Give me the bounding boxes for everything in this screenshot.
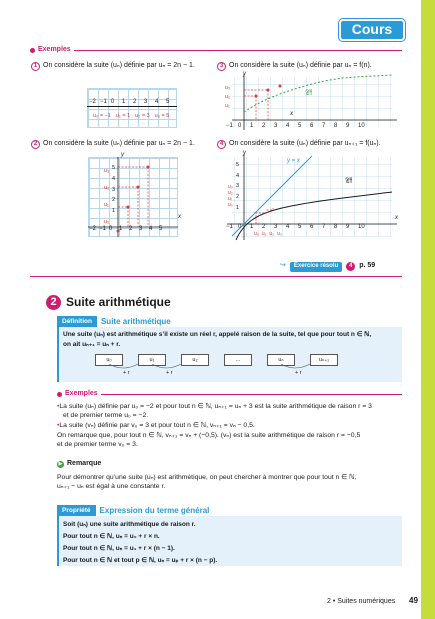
curve-label: 𝒞f bbox=[305, 90, 313, 97]
x-tick: 3 bbox=[274, 123, 278, 129]
example-text: On considère la suite (uₙ) définie par uₙ₊₁ = f(uₙ). bbox=[229, 140, 381, 148]
x-term-label: u₁ bbox=[261, 231, 267, 237]
y-tick: 1 bbox=[236, 204, 240, 211]
bullet-dot bbox=[30, 48, 35, 53]
x-tick: 6 bbox=[310, 224, 314, 230]
x-tick: 0 bbox=[109, 226, 113, 232]
y-term-label: u₃ bbox=[228, 184, 233, 190]
chapter-footer: 2 • Suites numériques bbox=[327, 598, 396, 605]
sequence-box: … bbox=[224, 354, 252, 366]
definition-tag: Définition bbox=[57, 316, 97, 328]
paragraph-line: On remarque que, pour tout n ∈ ℕ, vₙ₊₁ = vₙ + (−0,5). (vₙ) est la suite arithmétique de raison r = −0,5 bbox=[57, 432, 361, 439]
line-label: y = x bbox=[287, 158, 300, 164]
y-tick: 3 bbox=[112, 186, 116, 193]
y-term-label: u₂ bbox=[104, 185, 110, 192]
example-4-label bbox=[217, 140, 381, 149]
example-2-ylabels bbox=[104, 163, 109, 231]
x-tick: 10 bbox=[358, 224, 365, 230]
y-term-label: u₂ bbox=[225, 93, 231, 100]
examples-label: Exemples bbox=[65, 390, 98, 397]
raison-label: + r bbox=[295, 370, 302, 376]
x-term-label: u₂ bbox=[269, 231, 275, 237]
x-term-label: u₀ bbox=[254, 231, 259, 237]
x-tick: 5 bbox=[159, 226, 163, 232]
y-tick: 1 bbox=[112, 208, 116, 215]
term-value: u₃ = 5 bbox=[154, 113, 170, 119]
section-separator bbox=[30, 276, 402, 277]
heading-rule bbox=[101, 394, 402, 395]
example-text: On considère la suite (uₙ) définie par uₙ = f(n). bbox=[229, 62, 372, 70]
y-term-label: u₀ bbox=[104, 219, 110, 226]
x-tick: 5 bbox=[298, 224, 302, 230]
example-paragraph bbox=[57, 431, 402, 449]
x-axis-label: x bbox=[178, 214, 181, 220]
sequence-box: uₙ₊₁ bbox=[310, 354, 338, 366]
y-term-label: u₃ bbox=[225, 85, 231, 91]
sequence-box: uₙ bbox=[267, 354, 295, 366]
x-term-label: u₃ bbox=[277, 231, 282, 237]
bullet-text-cont: et de premier terme u₀ = −2. bbox=[63, 412, 149, 420]
term-value: u₀ = −1 bbox=[93, 113, 111, 119]
x-tick: 9 bbox=[346, 224, 350, 230]
example-2-graph bbox=[88, 157, 178, 237]
example-number: 4 bbox=[217, 140, 226, 149]
bullet-dot: • bbox=[57, 422, 60, 429]
y-axis-label: y bbox=[243, 150, 246, 156]
term-values bbox=[93, 113, 169, 120]
y-axis-label: y bbox=[243, 71, 246, 77]
x-tick: 2 bbox=[133, 99, 137, 105]
example-number: 2 bbox=[31, 140, 40, 149]
sequence-box: u₁ bbox=[138, 354, 166, 366]
y-tick: 3 bbox=[236, 183, 240, 190]
y-tick: 4 bbox=[112, 175, 116, 182]
section-label: Suite arithmétique bbox=[66, 295, 171, 309]
example-2-label bbox=[31, 140, 195, 149]
remark-icon: ▶ bbox=[58, 461, 63, 468]
sequence-box: u₀ bbox=[95, 354, 123, 366]
property-box bbox=[57, 516, 402, 566]
arrow-icon: ↪ bbox=[280, 262, 286, 270]
property-tag: Propriété bbox=[57, 505, 96, 517]
exercise-link[interactable]: Exercice résolu bbox=[290, 262, 342, 272]
definition-title: Suite arithmétique bbox=[100, 317, 171, 327]
x-tick: 3 bbox=[144, 99, 148, 105]
heading-rule bbox=[74, 50, 402, 51]
bullet-text: La suite (uₙ) définie par u₀ = −2 et pour tout n ∈ ℕ, uₙ₊₁ = uₙ + 3 est la suite arithmétique de raison r = 3 bbox=[59, 403, 372, 410]
y-term-label: u₁ bbox=[228, 196, 233, 202]
bullet-dot: • bbox=[57, 403, 60, 410]
y-axis-label: y bbox=[121, 152, 124, 158]
x-tick: 4 bbox=[286, 123, 290, 129]
x-tick: −1 bbox=[226, 224, 233, 230]
property-lines bbox=[63, 519, 217, 567]
x-tick: 0 bbox=[238, 224, 242, 230]
remark-text bbox=[57, 473, 402, 491]
side-band bbox=[421, 0, 435, 619]
y-term-label: u₁ bbox=[225, 102, 230, 109]
exercise-page: p. 59 bbox=[359, 262, 376, 270]
definition-formula: on ait uₙ₊₁ = uₙ + r. bbox=[63, 341, 121, 348]
property-line: Soit (uₙ) une suite arithmétique de raison r. bbox=[63, 521, 196, 528]
x-tick: 1 bbox=[122, 99, 126, 105]
cours-label: Cours bbox=[351, 21, 393, 38]
x-tick: 3 bbox=[139, 226, 143, 232]
x-tick: 8 bbox=[334, 224, 338, 230]
term-value: u₁ = 1 bbox=[115, 113, 131, 119]
example-1-label bbox=[31, 62, 195, 71]
example-bullet-1 bbox=[57, 402, 402, 420]
exercise-number: 4 bbox=[346, 262, 355, 271]
x-tick: 7 bbox=[322, 123, 326, 129]
x-tick: 10 bbox=[358, 123, 365, 129]
term-value: u₂ = 3 bbox=[135, 113, 150, 119]
x-tick: −1 bbox=[226, 123, 233, 129]
raison-label: + r bbox=[123, 370, 130, 376]
x-tick: 5 bbox=[166, 99, 170, 105]
examples-label: Exemples bbox=[38, 46, 71, 53]
x-tick: 2 bbox=[262, 123, 266, 129]
x-tick: 3 bbox=[274, 224, 278, 230]
x-axis-label: x bbox=[290, 111, 293, 117]
x-tick: 1 bbox=[250, 224, 254, 230]
paragraph-line: et de premier terme v₀ = 3. bbox=[57, 441, 138, 449]
remark-line: Pour démontrer qu’une suite (uₙ) est arithmétique, on peut chercher à montrer que pour tout n ∈ ℕ, bbox=[57, 474, 357, 481]
section-title bbox=[46, 295, 171, 310]
curve-label: 𝒞f bbox=[345, 178, 353, 185]
property-title: Expression du terme général bbox=[99, 506, 210, 516]
x-tick: 0 bbox=[238, 123, 242, 129]
number-line-grid bbox=[87, 88, 177, 128]
example-4-xlabels bbox=[254, 231, 282, 237]
definition-text: Une suite (uₙ) est arithmétique s’il existe un réel r, appelé raison de la suite, tel que pour tout n ∈ ℕ, bbox=[63, 331, 372, 338]
bullet-dot bbox=[57, 392, 62, 397]
example-text: On considère la suite (uₙ) définie par uₙ = 2n − 1. bbox=[43, 62, 195, 70]
x-tick: 1 bbox=[119, 226, 123, 232]
raison-label: + r bbox=[166, 370, 173, 376]
example-3-ylabels bbox=[225, 84, 230, 110]
remark-title: Remarque bbox=[67, 460, 102, 467]
x-tick: −1 bbox=[99, 226, 106, 232]
example-text: On considère la suite (uₙ) définie par uₙ = 2n − 1. bbox=[43, 140, 195, 148]
y-term-label: u₂ bbox=[228, 190, 233, 196]
sequence-box: u₂ bbox=[181, 354, 209, 366]
x-tick: 2 bbox=[129, 226, 133, 232]
x-tick: 4 bbox=[149, 226, 153, 232]
x-tick: 5 bbox=[298, 123, 302, 129]
cours-tab[interactable] bbox=[339, 19, 405, 41]
x-tick: −2 bbox=[89, 99, 96, 105]
y-tick: 5 bbox=[112, 165, 116, 171]
example-bullet-2 bbox=[57, 421, 402, 430]
y-tick: 2 bbox=[112, 197, 116, 204]
example-3-label bbox=[217, 62, 372, 71]
y-tick: 2 bbox=[236, 194, 240, 201]
remark-header bbox=[57, 460, 101, 469]
x-tick: 9 bbox=[346, 123, 350, 129]
property-line: Pour tout n ∈ ℕ et tout p ∈ ℕ, uₙ = uₚ + r × (n − p). bbox=[63, 557, 218, 565]
x-tick: −1 bbox=[100, 99, 107, 105]
x-tick: 1 bbox=[250, 123, 254, 129]
y-tick: 4 bbox=[236, 172, 240, 179]
x-tick: 8 bbox=[334, 123, 338, 129]
section-number: 2 bbox=[46, 295, 61, 310]
example-4-ylabels bbox=[228, 184, 233, 208]
y-tick: 5 bbox=[236, 162, 240, 168]
examples-heading-2 bbox=[57, 390, 402, 399]
remark-line: uₙ₊₁ − uₙ est égal à une constante r. bbox=[57, 483, 166, 491]
example-number: 3 bbox=[217, 62, 226, 71]
x-axis-label: x bbox=[395, 215, 398, 221]
x-tick: 4 bbox=[286, 224, 290, 230]
x-tick: 6 bbox=[310, 123, 314, 129]
x-tick: 4 bbox=[155, 99, 159, 105]
x-tick: 2 bbox=[262, 224, 266, 230]
examples-heading bbox=[30, 46, 402, 55]
property-line: Pour tout n ∈ ℕ, uₙ = u₀ + r × n. bbox=[63, 533, 160, 541]
y-term-label: u₀ bbox=[228, 202, 233, 208]
page-number: 49 bbox=[409, 596, 418, 605]
property-line: Pour tout n ∈ ℕ, uₙ = u₁ + r × (n − 1). bbox=[63, 545, 175, 553]
x-tick: −2 bbox=[89, 226, 96, 232]
example-2-yticks bbox=[112, 163, 115, 217]
example-number: 1 bbox=[31, 62, 40, 71]
exercise-reference[interactable] bbox=[280, 262, 375, 272]
y-term-label: u₃ bbox=[104, 168, 110, 174]
x-tick: 7 bbox=[322, 224, 326, 230]
y-term-label: u₁ bbox=[104, 202, 109, 209]
x-tick: 0 bbox=[111, 99, 115, 105]
bullet-text: La suite (vₙ) définie par v₀ = 3 et pour tout n ∈ ℕ, vₙ₊₁ = vₙ − 0,5. bbox=[59, 422, 255, 429]
example-4-yticks bbox=[236, 160, 239, 214]
sequence-arrows bbox=[95, 364, 345, 376]
